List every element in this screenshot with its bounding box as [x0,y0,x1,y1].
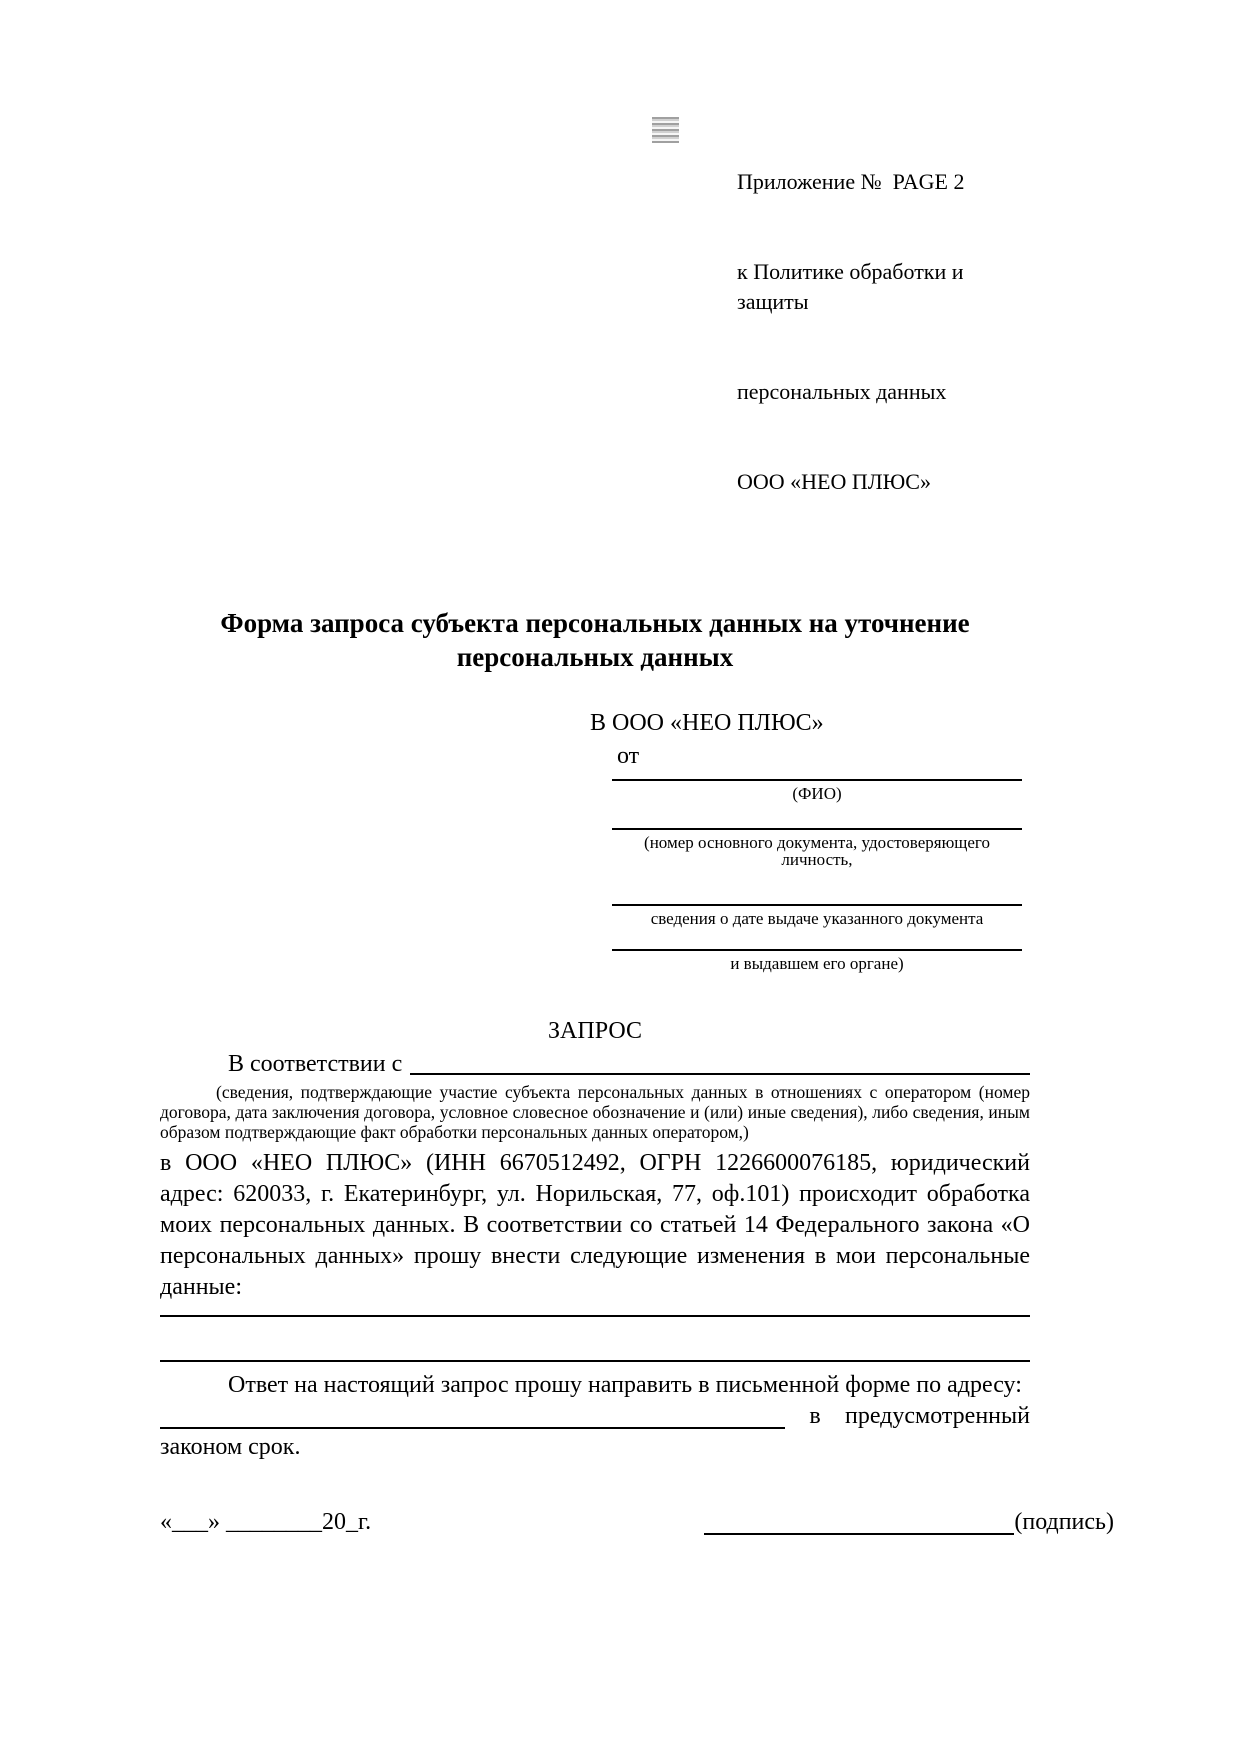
issue-date-fill-line [612,868,1022,906]
reply-term-line: законом срок. [160,1434,301,1460]
field-issuing-authority [612,927,1022,972]
field-doc-number [612,802,1022,868]
changes-fill-line-2 [160,1317,1030,1362]
request-footnote: (сведения, подтверждающие участие субъекта персональных данных в отношениях с оператором (номер договора, дата заключения договора, условное словесное обозначение и (или) иные сведения), либо сведения, иным образом подтверждающие факт обработки персональных данных оператором,) [160,1082,1030,1142]
reply-word-predusmotrenny: предусмотренный [844,1403,1030,1429]
blurred-lines-artifact-icon [652,117,679,143]
header-line-policy: к Политике обработки и защиты [737,259,970,314]
request-intro-row [160,1049,1030,1079]
request-intro-prefix: В соответствии с [228,1051,403,1077]
request-basis-fill-line [410,1049,1030,1075]
changes-fill-line-1 [160,1303,1030,1317]
fio-caption: (ФИО) [792,784,842,803]
header-line-appendix-number: Приложение № PAGE 2 [737,169,965,194]
addressee-to-line: В ООО «НЕО ПЛЮС» [590,710,824,736]
signature-fill-line [704,1509,1014,1535]
fio-fill-line [612,771,1022,781]
request-body-paragraph: в ООО «НЕО ПЛЮС» (ИНН 6670512492, ОГРН 1226600076185, юридический адрес: 620033, г. Екатеринбург, ул. Норильская, 77, оф.101) происходит обработка моих персональных данных. В соответствии со статьей 14 Федерального закона «О персональных данных» прошу внести следующие изменения в мои персональные данные: [160,1150,1030,1300]
header-line-company: ООО «НЕО ПЛЮС» [737,469,931,494]
page-title: Форма запроса субъекта персональных данных на уточнение персональных данных [220,608,970,672]
signature-block [704,1507,1114,1538]
reply-word-v: в [809,1403,821,1429]
date-signature-row [160,1507,1114,1538]
reply-address-sentence: Ответ на настоящий запрос прошу направить в письменной форме по адресу: [228,1372,1022,1398]
request-heading: ЗАПРОС [548,1018,642,1044]
header-line-personal-data: персональных данных [737,379,947,404]
doc-number-fill-line [612,802,1022,830]
field-fio [612,771,1022,802]
signature-caption: (подпись) [1014,1509,1114,1535]
addressee-from-label: от [617,743,640,769]
issue-date-caption: сведения о дате выдаче указанного документа [650,909,984,928]
issuing-authority-caption: и выдавшем его органе) [730,954,904,973]
appendix-header-block [737,107,1030,557]
field-issue-date [612,868,1022,927]
addressee-fields-block [612,771,1022,972]
issuing-authority-fill-line [612,927,1022,951]
doc-number-caption: (номер основного документа, удостоверяющего личность, [644,833,990,869]
reply-address-row [160,1401,1030,1432]
date-blank: «___» ________20_г. [160,1509,372,1535]
reply-address-fill-line [160,1403,785,1429]
